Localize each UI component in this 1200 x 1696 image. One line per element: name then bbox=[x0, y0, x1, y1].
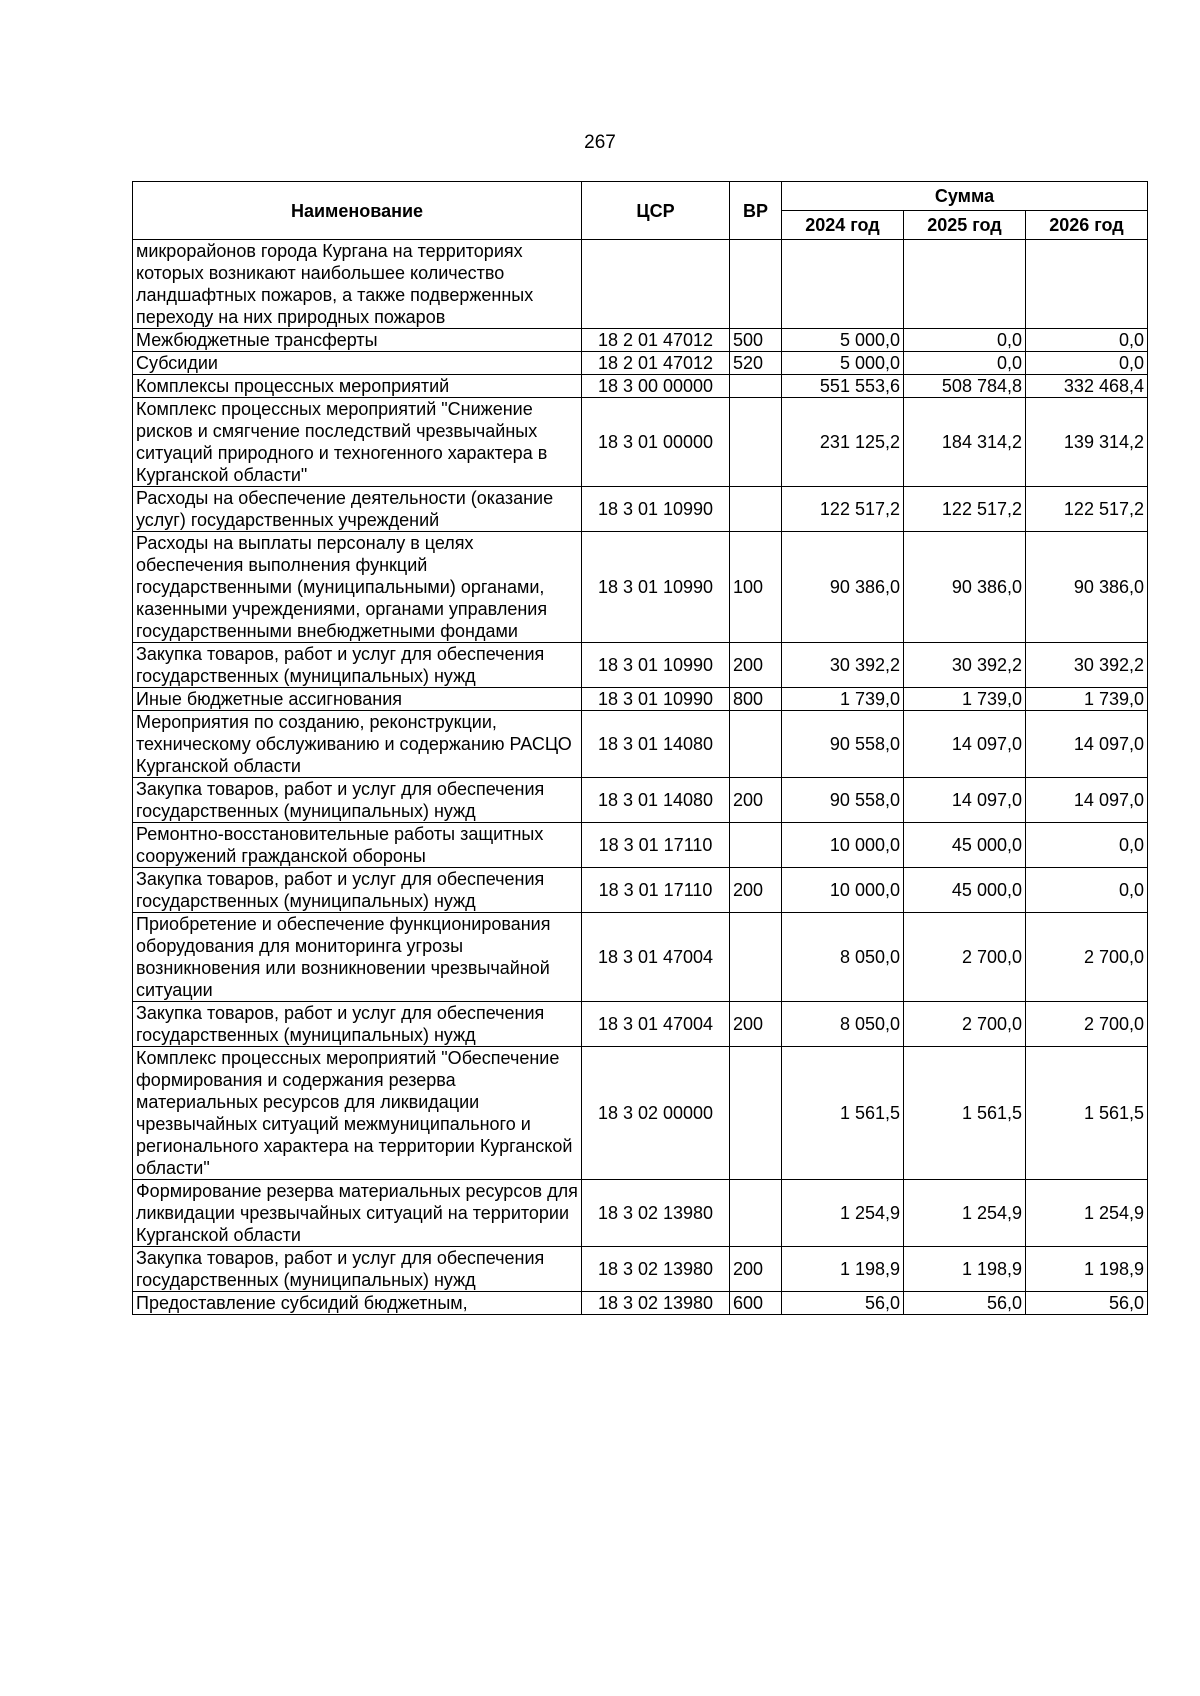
row-sum-2024: 10 000,0 bbox=[782, 823, 904, 868]
row-sum-2026: 2 700,0 bbox=[1026, 1002, 1148, 1047]
table-row bbox=[133, 398, 1148, 487]
table-row bbox=[133, 1247, 1148, 1292]
row-sum-2024: 30 392,2 bbox=[782, 643, 904, 688]
table-row bbox=[133, 352, 1148, 375]
row-sum-2024: 90 386,0 bbox=[782, 532, 904, 643]
table-row bbox=[133, 823, 1148, 868]
row-csr: 18 3 01 10990 bbox=[582, 532, 730, 643]
row-name: Приобретение и обеспечение функционирования оборудования для мониторинга угрозы возникновения или возникновении чрезвычайной ситуации bbox=[133, 913, 582, 1002]
row-vr bbox=[730, 487, 782, 532]
row-vr: 200 bbox=[730, 868, 782, 913]
row-vr bbox=[730, 398, 782, 487]
row-sum-2025: 2 700,0 bbox=[904, 913, 1026, 1002]
row-csr: 18 2 01 47012 bbox=[582, 329, 730, 352]
row-vr bbox=[730, 240, 782, 329]
row-sum-2026: 0,0 bbox=[1026, 868, 1148, 913]
row-name: Формирование резерва материальных ресурсов для ликвидации чрезвычайных ситуаций на территории Курганской области bbox=[133, 1180, 582, 1247]
row-sum-2025: 14 097,0 bbox=[904, 711, 1026, 778]
row-sum-2026: 139 314,2 bbox=[1026, 398, 1148, 487]
row-sum-2026: 332 468,4 bbox=[1026, 375, 1148, 398]
header-year-2024: 2024 год bbox=[782, 211, 904, 240]
row-vr bbox=[730, 375, 782, 398]
header-year-2025: 2025 год bbox=[904, 211, 1026, 240]
table-row bbox=[133, 778, 1148, 823]
table-body bbox=[133, 240, 1148, 1315]
row-vr bbox=[730, 913, 782, 1002]
row-sum-2025: 90 386,0 bbox=[904, 532, 1026, 643]
row-csr: 18 3 02 00000 bbox=[582, 1047, 730, 1180]
row-sum-2026: 0,0 bbox=[1026, 352, 1148, 375]
row-sum-2024: 551 553,6 bbox=[782, 375, 904, 398]
row-name: Закупка товаров, работ и услуг для обеспечения государственных (муниципальных) нужд bbox=[133, 778, 582, 823]
page-number: 267 bbox=[584, 132, 616, 153]
row-vr: 520 bbox=[730, 352, 782, 375]
row-sum-2024: 90 558,0 bbox=[782, 778, 904, 823]
row-name: Комплекс процессных мероприятий "Снижение рисков и смягчение последствий чрезвычайных ситуаций природного и техногенного характера в Курганской области" bbox=[133, 398, 582, 487]
row-sum-2026: 0,0 bbox=[1026, 329, 1148, 352]
row-sum-2026: 1 254,9 bbox=[1026, 1180, 1148, 1247]
row-csr: 18 3 00 00000 bbox=[582, 375, 730, 398]
row-csr bbox=[582, 240, 730, 329]
table-row bbox=[133, 868, 1148, 913]
row-sum-2024: 231 125,2 bbox=[782, 398, 904, 487]
row-vr: 200 bbox=[730, 643, 782, 688]
row-csr: 18 3 01 14080 bbox=[582, 778, 730, 823]
row-sum-2026: 90 386,0 bbox=[1026, 532, 1148, 643]
table-row bbox=[133, 532, 1148, 643]
row-sum-2025: 14 097,0 bbox=[904, 778, 1026, 823]
row-vr: 200 bbox=[730, 1247, 782, 1292]
table-row bbox=[133, 240, 1148, 329]
header-csr: ЦСР bbox=[582, 182, 730, 240]
row-csr: 18 3 01 10990 bbox=[582, 643, 730, 688]
table-row bbox=[133, 487, 1148, 532]
table-row bbox=[133, 711, 1148, 778]
table-row bbox=[133, 375, 1148, 398]
row-vr: 600 bbox=[730, 1292, 782, 1315]
row-sum-2025: 0,0 bbox=[904, 352, 1026, 375]
row-sum-2024: 8 050,0 bbox=[782, 1002, 904, 1047]
table-row bbox=[133, 1002, 1148, 1047]
row-sum-2025: 0,0 bbox=[904, 329, 1026, 352]
row-sum-2024: 1 198,9 bbox=[782, 1247, 904, 1292]
row-sum-2025: 30 392,2 bbox=[904, 643, 1026, 688]
row-csr: 18 3 01 47004 bbox=[582, 1002, 730, 1047]
row-sum-2026 bbox=[1026, 240, 1148, 329]
row-sum-2025: 45 000,0 bbox=[904, 823, 1026, 868]
row-sum-2025: 1 561,5 bbox=[904, 1047, 1026, 1180]
row-name: Иные бюджетные ассигнования bbox=[133, 688, 582, 711]
header-sum: Сумма bbox=[782, 182, 1148, 211]
header-row bbox=[133, 182, 1148, 211]
table-row bbox=[133, 1047, 1148, 1180]
row-name: Расходы на выплаты персоналу в целях обеспечения выполнения функций государственными (муниципальными) органами, казенными учреждениями, органами управления государственными внебюджетными фондами bbox=[133, 532, 582, 643]
row-vr bbox=[730, 1180, 782, 1247]
table-row bbox=[133, 643, 1148, 688]
row-name: Закупка товаров, работ и услуг для обеспечения государственных (муниципальных) нужд bbox=[133, 643, 582, 688]
row-sum-2026: 0,0 bbox=[1026, 823, 1148, 868]
row-sum-2024: 56,0 bbox=[782, 1292, 904, 1315]
row-sum-2025: 56,0 bbox=[904, 1292, 1026, 1315]
row-csr: 18 3 01 17110 bbox=[582, 868, 730, 913]
row-csr: 18 3 01 10990 bbox=[582, 688, 730, 711]
row-vr bbox=[730, 823, 782, 868]
row-sum-2026: 14 097,0 bbox=[1026, 711, 1148, 778]
row-name: Закупка товаров, работ и услуг для обеспечения государственных (муниципальных) нужд bbox=[133, 868, 582, 913]
row-csr: 18 3 01 14080 bbox=[582, 711, 730, 778]
header-name: Наименование bbox=[133, 182, 582, 240]
budget-table bbox=[132, 181, 1148, 1315]
row-name: Субсидии bbox=[133, 352, 582, 375]
row-sum-2024: 10 000,0 bbox=[782, 868, 904, 913]
row-csr: 18 3 01 47004 bbox=[582, 913, 730, 1002]
row-name: Межбюджетные трансферты bbox=[133, 329, 582, 352]
row-sum-2025: 2 700,0 bbox=[904, 1002, 1026, 1047]
row-sum-2024: 8 050,0 bbox=[782, 913, 904, 1002]
row-sum-2024: 90 558,0 bbox=[782, 711, 904, 778]
row-sum-2025: 122 517,2 bbox=[904, 487, 1026, 532]
row-sum-2025: 1 739,0 bbox=[904, 688, 1026, 711]
header-vr: ВР bbox=[730, 182, 782, 240]
row-vr: 800 bbox=[730, 688, 782, 711]
row-vr: 200 bbox=[730, 1002, 782, 1047]
row-sum-2026: 56,0 bbox=[1026, 1292, 1148, 1315]
row-vr: 200 bbox=[730, 778, 782, 823]
row-sum-2026: 1 198,9 bbox=[1026, 1247, 1148, 1292]
row-sum-2024: 5 000,0 bbox=[782, 352, 904, 375]
row-sum-2025: 45 000,0 bbox=[904, 868, 1026, 913]
header-year-2026: 2026 год bbox=[1026, 211, 1148, 240]
row-sum-2026: 122 517,2 bbox=[1026, 487, 1148, 532]
row-sum-2024: 1 561,5 bbox=[782, 1047, 904, 1180]
row-csr: 18 3 02 13980 bbox=[582, 1292, 730, 1315]
row-sum-2026: 30 392,2 bbox=[1026, 643, 1148, 688]
row-csr: 18 3 01 17110 bbox=[582, 823, 730, 868]
row-name: Ремонтно-восстановительные работы защитных сооружений гражданской обороны bbox=[133, 823, 582, 868]
row-sum-2025: 1 254,9 bbox=[904, 1180, 1026, 1247]
row-name: Закупка товаров, работ и услуг для обеспечения государственных (муниципальных) нужд bbox=[133, 1247, 582, 1292]
table-row bbox=[133, 913, 1148, 1002]
row-sum-2024: 5 000,0 bbox=[782, 329, 904, 352]
row-name: Комплекс процессных мероприятий "Обеспечение формирования и содержания резерва материальных ресурсов для ликвидации чрезвычайных ситуаций межмуниципального и регионального характера на территории Курганской области" bbox=[133, 1047, 582, 1180]
row-name: Расходы на обеспечение деятельности (оказание услуг) государственных учреждений bbox=[133, 487, 582, 532]
table-row bbox=[133, 1180, 1148, 1247]
row-sum-2025: 184 314,2 bbox=[904, 398, 1026, 487]
row-sum-2024: 1 254,9 bbox=[782, 1180, 904, 1247]
row-sum-2025: 1 198,9 bbox=[904, 1247, 1026, 1292]
table-row bbox=[133, 688, 1148, 711]
row-csr: 18 3 02 13980 bbox=[582, 1180, 730, 1247]
table-row bbox=[133, 329, 1148, 352]
row-name: Мероприятия по созданию, реконструкции, техническому обслуживанию и содержанию РАСЦО Курганской области bbox=[133, 711, 582, 778]
row-csr: 18 2 01 47012 bbox=[582, 352, 730, 375]
row-vr: 100 bbox=[730, 532, 782, 643]
table-row bbox=[133, 1292, 1148, 1315]
row-name: Комплексы процессных мероприятий bbox=[133, 375, 582, 398]
row-name: Закупка товаров, работ и услуг для обеспечения государственных (муниципальных) нужд bbox=[133, 1002, 582, 1047]
row-sum-2025 bbox=[904, 240, 1026, 329]
row-vr bbox=[730, 711, 782, 778]
row-sum-2026: 1 561,5 bbox=[1026, 1047, 1148, 1180]
row-sum-2026: 14 097,0 bbox=[1026, 778, 1148, 823]
row-sum-2024: 122 517,2 bbox=[782, 487, 904, 532]
row-sum-2024 bbox=[782, 240, 904, 329]
row-csr: 18 3 01 00000 bbox=[582, 398, 730, 487]
row-vr bbox=[730, 1047, 782, 1180]
row-name: микрорайонов города Кургана на территориях которых возникают наибольшее количество ландшафтных пожаров, а также подверженных переходу на них природных пожаров bbox=[133, 240, 582, 329]
row-csr: 18 3 01 10990 bbox=[582, 487, 730, 532]
row-csr: 18 3 02 13980 bbox=[582, 1247, 730, 1292]
row-sum-2024: 1 739,0 bbox=[782, 688, 904, 711]
row-name: Предоставление субсидий бюджетным, bbox=[133, 1292, 582, 1315]
row-vr: 500 bbox=[730, 329, 782, 352]
row-sum-2026: 2 700,0 bbox=[1026, 913, 1148, 1002]
row-sum-2026: 1 739,0 bbox=[1026, 688, 1148, 711]
row-sum-2025: 508 784,8 bbox=[904, 375, 1026, 398]
